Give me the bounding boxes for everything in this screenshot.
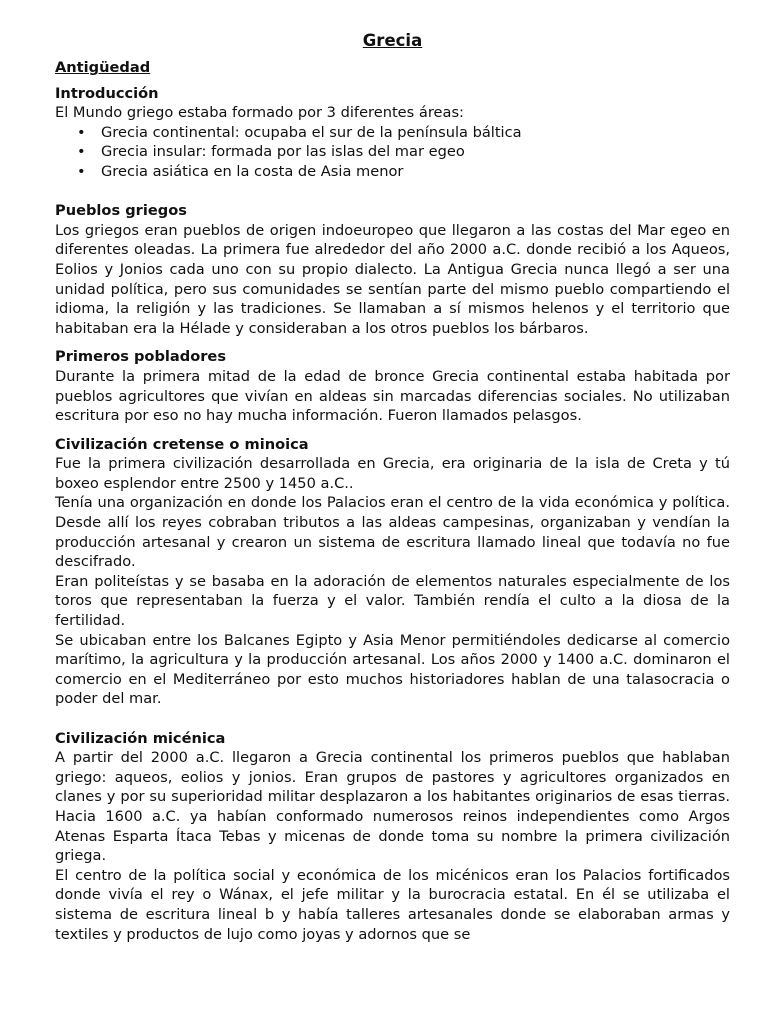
paragraph-pueblos-griegos: Los griegos eran pueblos de origen indoeuropeo que llegaron a las costas del Mar egeo en diferentes oleadas. La primera fue alrededor del año 2000 a.C. donde recibió a los Aqueos, Eolios y Jonios cada uno con su propio dialecto. La Antigua Grecia nunca llegó a ser una unidad política, pero sus comunidades se sentían parte del mismo pueblo compartiendo el idioma, la religión y las tradiciones. Se llamaban a sí mismos helenos y el territorio que habitaban era la Hélade y consideraban a los otros pueblos los bárbaros. — [55, 221, 730, 337]
section-heading-antiguedad: Antigüedad — [55, 59, 151, 76]
spacer — [55, 709, 730, 729]
list-item-text: Grecia continental: ocupaba el sur de la península báltica — [101, 123, 522, 141]
heading-pueblos-griegos: Pueblos griegos — [55, 202, 187, 220]
paragraph-cretense-4: Se ubicaban entre los Balcanes Egipto y Asia Menor permitiéndoles dedicarse al comercio marítimo, la agricultura y la producción artesanal. Los años 2000 y 1400 a.C. dominaron el comercio en el Mediterráneo por esto muchos historiadores hablan de una talasocracia o poder del mar. — [55, 631, 730, 708]
paragraph-primeros-pobladores: Durante la primera mitad de la edad de bronce Grecia continental estaba habitada por pueblos agricultores que vivían en aldeas sin marcadas diferencias sociales. No utilizaban escritura por eso no hay mucha información. Fueron llamados pelasgos. — [55, 367, 730, 425]
list-item-text: Grecia asiática en la costa de Asia menor — [101, 162, 404, 180]
paragraph-cretense-1: Fue la primera civilización desarrollada en Grecia, era originaria de la isla de Creta y tú boxeo esplendor entre 2500 y 1450 a.C.. — [55, 455, 730, 492]
spacer — [55, 182, 730, 202]
section-introduccion — [55, 84, 730, 182]
bullet-icon: • — [77, 143, 86, 161]
list-item — [55, 162, 730, 182]
paragraph-micenica-2: El centro de la política social y económica de los micénicos eran los Palacios fortificados donde vivía el rey o Wánax, el jefe militar y la burocracia estatal. En él se utilizaba el sistema de escritura lineal b y había talleres artesanales donde se elaboraban armas y textiles y productos de lujo como joyas y adornos que se — [55, 866, 730, 943]
heading-civilizacion-micenica: Civilización micénica — [55, 729, 226, 747]
spacer — [55, 426, 730, 435]
section-civilizacion-micenica — [55, 729, 730, 945]
bullet-list-areas — [55, 123, 730, 182]
bullet-icon: • — [77, 162, 86, 180]
list-item — [55, 142, 730, 162]
bullet-icon: • — [77, 123, 86, 141]
list-item-text: Grecia insular: formada por las islas del mar egeo — [101, 143, 465, 161]
heading-introduccion: Introducción — [55, 84, 159, 102]
list-item — [55, 123, 730, 143]
heading-primeros-pobladores: Primeros pobladores — [55, 348, 227, 366]
paragraph-introduccion: El Mundo griego estaba formado por 3 diferentes áreas: — [55, 104, 464, 122]
section-pueblos-griegos — [55, 201, 730, 338]
paragraph-cretense-2: Tenía una organización en donde los Palacios eran el centro de la vida económica y política. Desde allí los reyes cobraban tributos a las aldeas campesinas, organizaban y vendían la producción artesanal y crearon un sistema de escritura llamado lineal que todavía no fue descifrado. — [55, 494, 730, 571]
paragraph-micenica-1: A partir del 2000 a.C. llegaron a Grecia continental los primeros pueblos que hablaban griego: aqueos, eolios y jonios. Eran grupos de pastores y agricultores organizados en clanes y por su superioridad militar desplazaron a los habitantes originarios de esas tierras. Hacia 1600 a.C. ya habían conformado numerosos reinos independientes como Argos Atenas Esparta Ítaca Tebas y micenas de donde toma su nombre la primera civilización griega. — [55, 749, 730, 865]
document-title: Grecia — [362, 31, 423, 50]
heading-civilizacion-cretense: Civilización cretense o minoica — [55, 435, 309, 453]
paragraph-cretense-3: Eran politeístas y se basaba en la adoración de elementos naturales especialmente de los toros que representaban la fuerza y el valor. También rendía el culto a la diosa de la fertilidad. — [55, 572, 730, 630]
section-primeros-pobladores — [55, 347, 730, 425]
spacer — [55, 338, 730, 347]
section-civilizacion-cretense — [55, 435, 730, 709]
document-page — [55, 30, 730, 944]
